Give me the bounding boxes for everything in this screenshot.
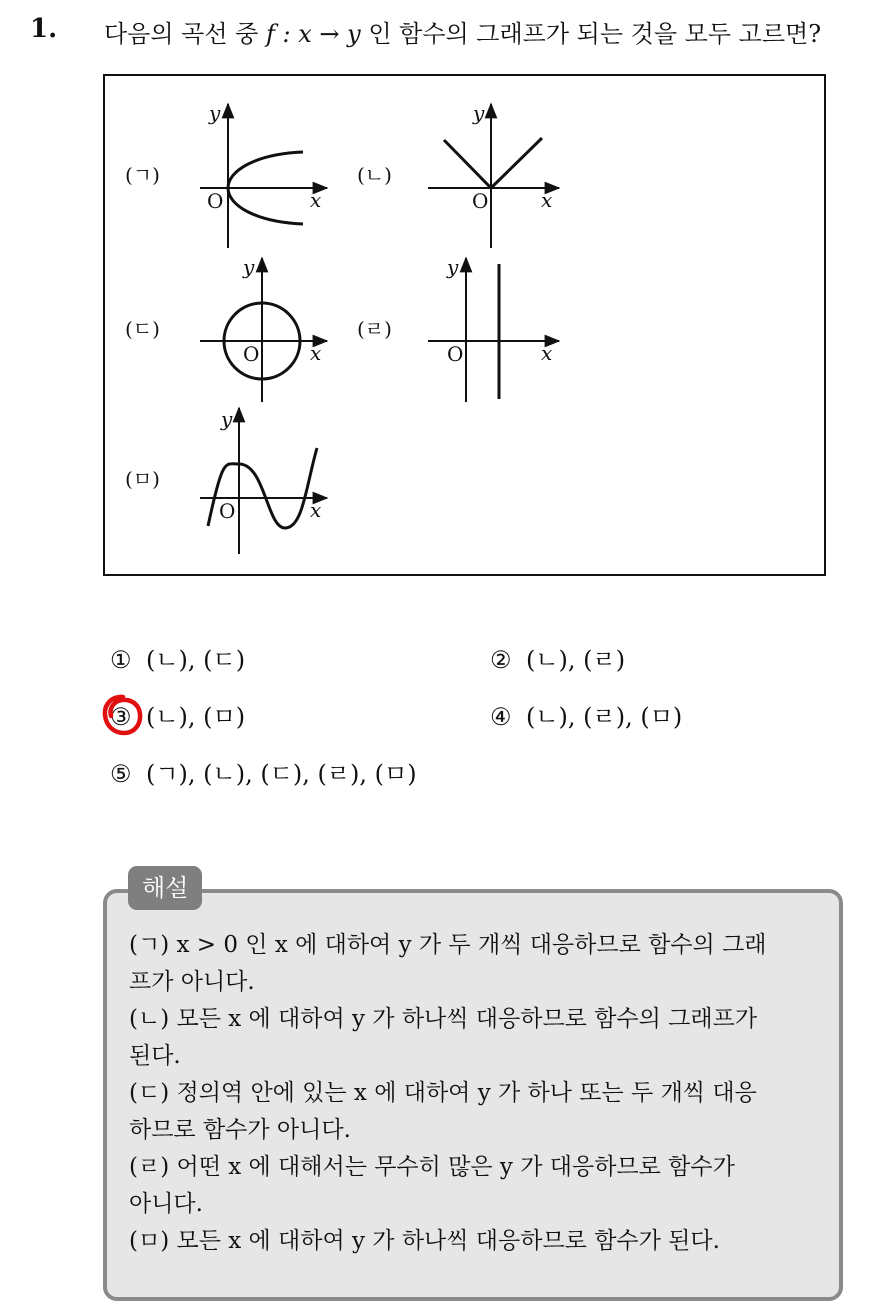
question-text-part2: 인 함수의 그래프가 되는 것을 모두 고르면? bbox=[360, 20, 822, 48]
choice-5-number: ⑤ bbox=[110, 760, 132, 788]
choice-2-text: (ㄴ), (ㄹ) bbox=[526, 646, 626, 674]
graph-d-y-label: y bbox=[447, 255, 459, 279]
graph-a bbox=[125, 101, 327, 248]
graph-e-origin: O bbox=[219, 499, 236, 523]
graph-a-label: (ㄱ) bbox=[125, 163, 160, 187]
choice-4-text: (ㄴ), (ㄹ), (ㅁ) bbox=[526, 703, 683, 731]
choice-5-text: (ㄱ), (ㄴ), (ㄷ), (ㄹ), (ㅁ) bbox=[146, 760, 417, 788]
solution-line: 프가 아니다. bbox=[129, 969, 255, 995]
graph-b bbox=[357, 101, 559, 248]
graph-b-label: (ㄴ) bbox=[357, 163, 392, 187]
graph-c-origin: O bbox=[243, 342, 260, 366]
graph-b-x-label: x bbox=[541, 188, 553, 212]
solution-body bbox=[129, 927, 825, 1260]
graph-d bbox=[357, 255, 559, 402]
solution-line: 된다. bbox=[129, 1043, 181, 1069]
graph-c-x-label: x bbox=[310, 341, 322, 365]
solution-line: 아니다. bbox=[129, 1191, 203, 1217]
question-number: 1. bbox=[30, 14, 58, 44]
graph-e-x-label: x bbox=[310, 498, 322, 522]
graph-d-origin: O bbox=[447, 342, 464, 366]
graph-c-label: (ㄷ) bbox=[125, 317, 160, 341]
graph-e bbox=[125, 407, 327, 554]
graph-d-x-label: x bbox=[541, 341, 553, 365]
choice-3-text: (ㄴ), (ㅁ) bbox=[146, 703, 246, 731]
graph-d-label: (ㄹ) bbox=[357, 317, 392, 341]
figure-box bbox=[103, 74, 826, 576]
solution-line: (ㅁ) 모든 x 에 대하여 y 가 하나씩 대응하므로 함수가 된다. bbox=[129, 1228, 720, 1254]
question-text bbox=[104, 14, 821, 49]
graphs-figure bbox=[105, 76, 828, 578]
graph-c bbox=[125, 255, 327, 402]
solution-line: (ㄴ) 모든 x 에 대하여 y 가 하나씩 대응하므로 함수의 그래프가 bbox=[129, 1006, 758, 1032]
solution-line: 하므로 함수가 아니다. bbox=[129, 1117, 351, 1143]
solution-line: (ㄹ) 어떤 x 에 대해서는 무수히 많은 y 가 대응하므로 함수가 bbox=[129, 1154, 735, 1180]
choice-2[interactable] bbox=[490, 640, 625, 675]
choice-1-number: ① bbox=[110, 646, 132, 674]
graph-b-y-label: y bbox=[473, 101, 485, 125]
graph-e-label: (ㅁ) bbox=[125, 467, 160, 491]
solution-line: (ㄷ) 정의역 안에 있는 x 에 대하여 y 가 하나 또는 두 개씩 대응 bbox=[129, 1080, 757, 1106]
graph-a-y-label: y bbox=[209, 101, 221, 125]
solution-tag: 해설 bbox=[128, 866, 202, 910]
graph-b-curve bbox=[444, 138, 542, 188]
question-text-part1: 다음의 곡선 중 bbox=[104, 20, 266, 48]
choice-4[interactable] bbox=[490, 697, 682, 732]
choice-5[interactable] bbox=[110, 754, 417, 789]
graph-a-x-label: x bbox=[310, 188, 322, 212]
graph-a-origin: O bbox=[207, 189, 224, 213]
choice-2-number: ② bbox=[490, 646, 512, 674]
graph-b-origin: O bbox=[472, 189, 489, 213]
choice-1-text: (ㄴ), (ㄷ) bbox=[146, 646, 246, 674]
choice-1[interactable] bbox=[110, 640, 245, 675]
graph-c-y-label: y bbox=[243, 255, 255, 279]
choice-4-number: ④ bbox=[490, 703, 512, 731]
graph-e-y-label: y bbox=[221, 407, 233, 431]
question-math: f : x → y bbox=[266, 20, 361, 48]
answer-circle-mark-icon bbox=[100, 692, 146, 738]
choice-3-number: ③ bbox=[110, 703, 132, 731]
solution-line: (ㄱ) x > 0 인 x 에 대하여 y 가 두 개씩 대응하므로 함수의 그래 bbox=[129, 932, 767, 958]
solution-box bbox=[103, 889, 843, 1301]
